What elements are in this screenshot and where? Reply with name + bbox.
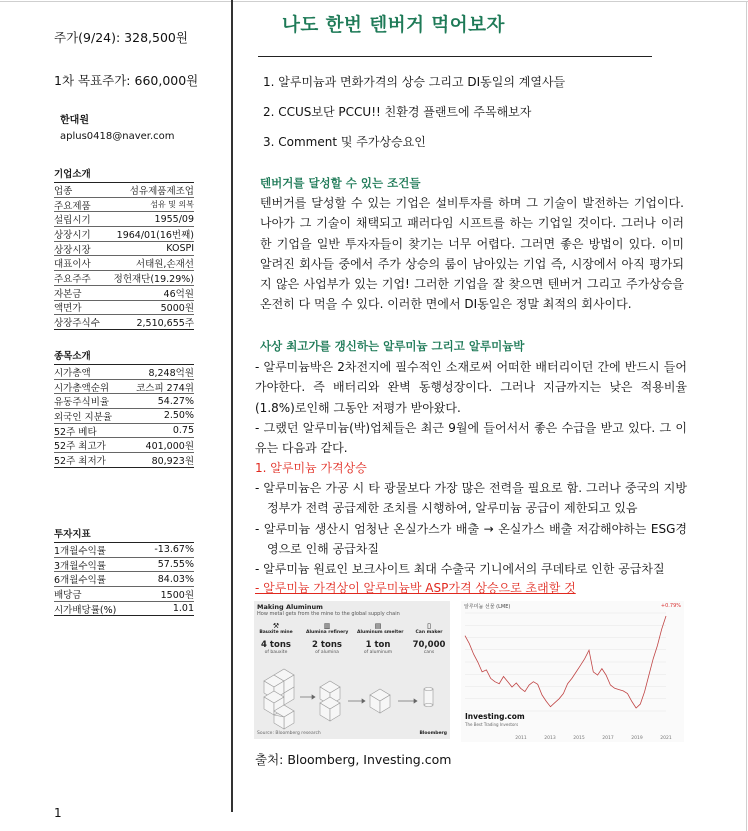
row-label: 3개월수익률 bbox=[54, 560, 106, 572]
table-row bbox=[54, 286, 194, 301]
section-body: 텐버거를 달성할 수 있는 기업은 설비투자를 하며 그 기술이 발전하는 기업이다. 나아가 그 기술이 채택되고 패러다임 시프트를 하는 기업일 것이다. 그러나 이러한 기업을 일반 투자자들이 찾기는 너무 어렵다. 그러면 좋은 방법이 있다. 이미 알려진 회사들 중에서 주가 상승의 룸이 남아있는 기업 즉, 시장에서 아직 평가되지 않은 사업부가 있는 기업! 그러한 기업을 잘 찾으면 텐버거 그리고 주가상승을 온전히 다 먹을 수 있다. 이러한 면에서 DI동일은 정말 최적의 회사이다. bbox=[260, 196, 684, 312]
x-tick-label: 2013 bbox=[544, 736, 556, 741]
table-row bbox=[54, 227, 194, 242]
arrow-icon bbox=[398, 699, 417, 703]
column-divider bbox=[231, 0, 233, 812]
process-illustration bbox=[254, 601, 450, 739]
figure-source: Source: Bloomberg research bbox=[257, 731, 321, 736]
analyst-name: 한대원 bbox=[60, 115, 89, 126]
smelter-icon: ▤ bbox=[374, 622, 382, 630]
report-title: 나도 한번 텐버거 먹어보자 bbox=[282, 15, 505, 36]
bullet-item: - 알루미늄 원료인 보크사이트 최대 수출국 기니에서의 쿠데타로 인한 공급차질 bbox=[255, 562, 665, 577]
figure-brand: Bloomberg bbox=[419, 731, 447, 736]
row-value: 2.50% bbox=[163, 410, 194, 422]
table-row bbox=[54, 558, 194, 573]
x-tick-label: 2017 bbox=[602, 736, 614, 741]
row-label: 상장주식수 bbox=[54, 318, 100, 330]
row-value: 401,000원 bbox=[145, 441, 194, 453]
section-heading: 사상 최고가를 갱신하는 알루미늄 그리고 알루미늄박 bbox=[260, 339, 525, 353]
stage-unit: cans bbox=[423, 650, 435, 655]
stage-amount: 2 tons bbox=[312, 640, 342, 650]
pickaxe-icon: ⚒ bbox=[272, 622, 280, 630]
row-label: 6개월수익률 bbox=[54, 575, 106, 587]
row-label: 시가배당률(%) bbox=[54, 604, 117, 616]
can-icon: ▯ bbox=[427, 622, 431, 630]
table-row bbox=[54, 438, 194, 453]
row-value: 80,923원 bbox=[151, 455, 194, 467]
row-value: 코스피 274위 bbox=[136, 382, 194, 394]
investing-logo: Investing.com bbox=[465, 712, 525, 721]
row-value: 57.55% bbox=[157, 559, 194, 571]
bullet-item: - 알루미늄은 가공 시 타 광물보다 가장 많은 전력을 필요로 함. 그러나 중국의 지방정부가 전력 공급제한 조치를 시행하여, 알루미늄 공급이 제한되고 있음 bbox=[255, 481, 687, 516]
table-row bbox=[54, 242, 194, 257]
stage-amount: 4 tons bbox=[261, 640, 291, 650]
row-value: 5000원 bbox=[160, 303, 194, 315]
toc-item: 3. Comment 및 주가상승요인 bbox=[263, 135, 426, 149]
row-label: 외국인 지분율 bbox=[54, 411, 113, 423]
chart-change: +0.79% bbox=[660, 603, 681, 609]
stage-amount: 70,000 bbox=[412, 640, 446, 650]
figure-subtitle: How metal gets from the mine to the global supply chain bbox=[257, 611, 400, 617]
stage-unit: of bauxite bbox=[264, 650, 288, 655]
row-label: 52주 베타 bbox=[54, 426, 97, 438]
x-tick-label: 2015 bbox=[573, 736, 585, 741]
bullet-list bbox=[255, 478, 687, 579]
table-row bbox=[54, 409, 194, 424]
row-label: 배당금 bbox=[54, 589, 82, 601]
toc-item: 1. 알루미늄과 면화가격의 상승 그리고 DI동일의 계열사들 bbox=[263, 75, 566, 89]
bullet-list bbox=[255, 357, 687, 458]
section-heading: 텐버거를 달성할 수 있는 조건들 bbox=[260, 176, 421, 190]
table-row bbox=[54, 424, 194, 439]
stage-label: Aluminum smelter bbox=[357, 630, 404, 635]
refinery-icon: ▥ bbox=[323, 622, 331, 630]
bullet-item: - 알루미늄박은 2차전지에 필수적인 소재로써 어떠한 배터리이던 간에 반드시 들어가야한다. 즉 배터리와 완벽 동행성장이다. 그러나 지금까지는 낮은 적용비율(1.8%)로인해 그동안 저평가 받아왔다. bbox=[255, 360, 687, 415]
row-label: 유동주식비율 bbox=[54, 397, 110, 409]
row-value: 2,510,655주 bbox=[136, 318, 194, 330]
row-label: 상장시장 bbox=[54, 244, 91, 256]
row-label: 대표이사 bbox=[54, 259, 91, 271]
table-row bbox=[54, 453, 194, 468]
arrow-icon bbox=[348, 699, 365, 703]
investment-metrics-table bbox=[54, 528, 194, 616]
table-row bbox=[54, 394, 194, 409]
row-label: 시가총액순위 bbox=[54, 382, 110, 394]
investment-metrics-title: 투자지표 bbox=[54, 528, 194, 543]
chart-header: 알루미늄 선물 (LME) bbox=[464, 604, 511, 610]
row-label: 1개월수익률 bbox=[54, 545, 106, 557]
row-value: 46억원 bbox=[163, 288, 194, 300]
aluminum-price-chart bbox=[461, 601, 684, 742]
row-value: 54.27% bbox=[157, 395, 194, 407]
table-row bbox=[54, 587, 194, 602]
row-value: 1.01 bbox=[172, 603, 194, 615]
page-number: 1 bbox=[54, 806, 62, 820]
row-value: 섬유 및 의복 bbox=[150, 200, 194, 210]
table-row bbox=[54, 572, 194, 587]
alumina-blocks bbox=[320, 681, 340, 721]
row-label: 주요주주 bbox=[54, 273, 91, 285]
table-row bbox=[54, 315, 194, 330]
table-row bbox=[54, 380, 194, 395]
row-label: 액면가 bbox=[54, 303, 82, 315]
stage-amount: 1 ton bbox=[365, 640, 391, 650]
bullet-item: - 알루미늄 생산시 엄청난 온실가스가 배출 → 온실가스 배출 저감해야하는 ESG경영으로 인해 공급차질 bbox=[255, 521, 687, 556]
row-label: 주요제품 bbox=[54, 200, 91, 212]
table-row bbox=[54, 198, 194, 213]
bullet-item: - 그랬던 알루미늄(박)업체들은 최근 9월에 들어서서 좋은 수급을 받고 있다. 그 이유는 다음과 같다. bbox=[255, 420, 687, 456]
toc-item: 2. CCUS보단 PCCU!! 친환경 플랜트에 주목해보자 bbox=[263, 105, 532, 119]
company-info-table bbox=[54, 168, 194, 330]
title-divider bbox=[258, 56, 652, 57]
row-value: 섬유제품제조업 bbox=[129, 185, 194, 197]
stage-label: Alumina refinery bbox=[306, 630, 349, 635]
bauxite-blocks bbox=[264, 669, 294, 729]
table-row bbox=[54, 212, 194, 227]
x-tick-label: 2019 bbox=[631, 736, 643, 741]
row-value: 1500원 bbox=[160, 589, 194, 601]
x-tick-label: 2011 bbox=[515, 736, 527, 741]
table-row bbox=[54, 271, 194, 286]
table-row bbox=[54, 301, 194, 316]
row-label: 52주 최고가 bbox=[54, 441, 106, 453]
row-value: 1955/09 bbox=[154, 213, 194, 225]
stage-unit: of aluminum bbox=[363, 650, 393, 655]
row-value: KOSPI bbox=[166, 243, 194, 255]
table-row bbox=[54, 602, 194, 617]
red-subheading: 1. 알루미늄 가격상승 bbox=[255, 461, 367, 475]
row-label: 52주 최저가 bbox=[54, 455, 106, 467]
figure-title: Making Aluminum bbox=[257, 603, 323, 611]
source-note: 출처: Bloomberg, Investing.com bbox=[255, 752, 452, 767]
red-conclusion: - 알루미늄 가격상이 알루미늄박 ASP가격 상승으로 초래할 것 bbox=[255, 581, 576, 595]
table-row bbox=[54, 256, 194, 271]
arrow-icon bbox=[300, 695, 315, 699]
row-value: 0.75 bbox=[172, 425, 194, 437]
aluminum-block bbox=[370, 689, 390, 713]
row-value: -13.67% bbox=[154, 544, 194, 556]
stock-price: 주가(9/24): 328,500원 bbox=[54, 30, 188, 45]
row-label: 업종 bbox=[54, 185, 73, 197]
stage-label: Bauxite mine bbox=[259, 630, 293, 635]
table-row bbox=[54, 183, 194, 198]
table-row bbox=[54, 365, 194, 380]
row-value: 8,248억원 bbox=[148, 367, 194, 379]
row-label: 상장시기 bbox=[54, 229, 91, 241]
row-label: 시가총액 bbox=[54, 367, 91, 379]
stock-info-title: 종목소개 bbox=[54, 350, 194, 365]
row-value: 정헌재단(19.29%) bbox=[113, 273, 194, 285]
stage-label: Can maker bbox=[415, 630, 443, 635]
stage-unit: of alumina bbox=[315, 650, 339, 655]
aluminum-process-figure bbox=[254, 601, 450, 739]
page-right-border bbox=[746, 1, 747, 831]
target-price: 1차 목표주가: 660,000원 bbox=[54, 73, 199, 88]
row-value: 서태원,손재선 bbox=[135, 259, 194, 271]
row-label: 설립시기 bbox=[54, 215, 91, 227]
row-label: 자본금 bbox=[54, 288, 82, 300]
x-tick-label: 2021 bbox=[660, 736, 672, 741]
table-row bbox=[54, 543, 194, 558]
stock-info-table bbox=[54, 350, 194, 468]
analyst-email: aplus0418@naver.com bbox=[60, 131, 175, 142]
investing-tagline: The Best Trading Investors bbox=[465, 722, 519, 727]
can-shape bbox=[424, 688, 433, 707]
page-top-border bbox=[0, 1, 748, 2]
row-value: 84.03% bbox=[157, 573, 194, 585]
row-value: 1964/01(16번째) bbox=[116, 229, 194, 241]
company-info-title: 기업소개 bbox=[54, 168, 194, 183]
